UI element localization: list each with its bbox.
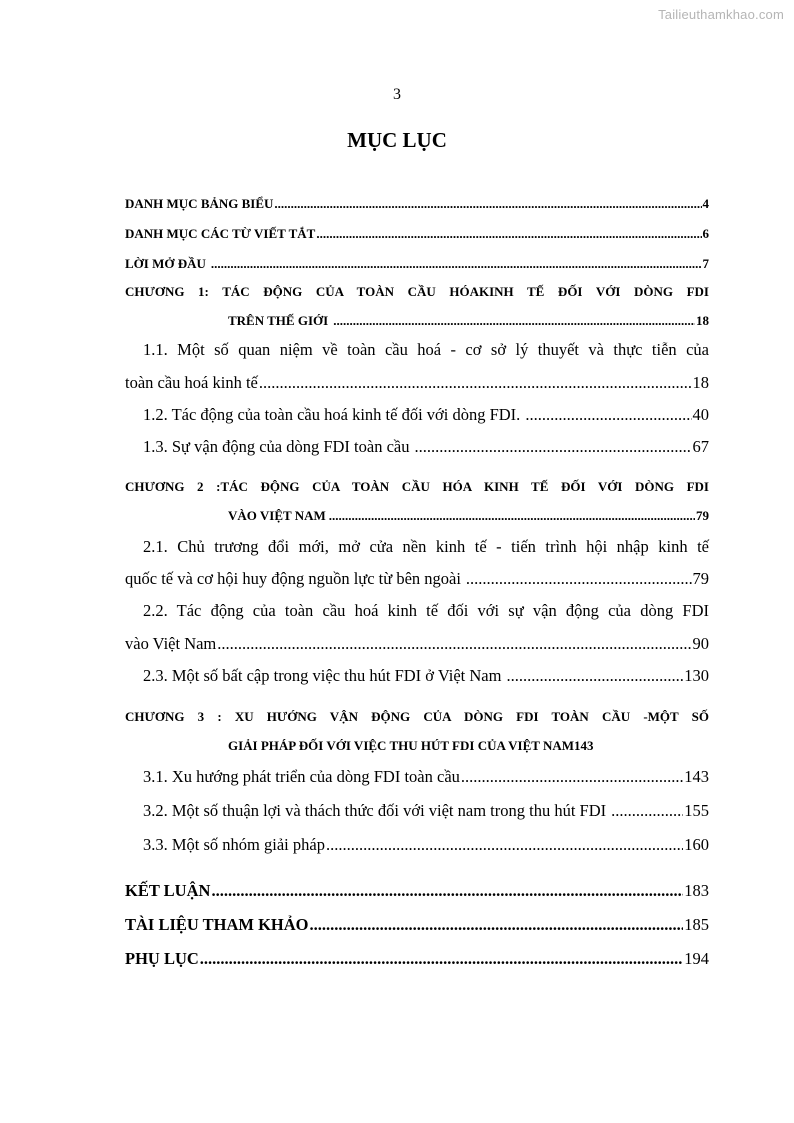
dot-leader (316, 226, 701, 242)
dot-leader (329, 508, 695, 524)
toc-entry-label: vào Việt Nam (125, 634, 217, 653)
toc-chapter-2-heading[interactable]: CHƯƠNG 2 :TÁC ĐỘNG CỦA TOÀN CẦU HÓA KINH TẾ ĐỐI VỚI DÒNG FDI (125, 479, 709, 494)
toc-chapter-3-heading-cont[interactable] (228, 738, 594, 754)
toc-entry-tai-lieu-tham-khao[interactable] (125, 915, 709, 935)
toc-section-1-3[interactable] (143, 437, 709, 457)
dot-leader (274, 196, 701, 212)
toc-section-1-1-cont[interactable] (125, 373, 709, 393)
toc-section-2-1-cont[interactable] (125, 569, 709, 589)
dot-leader (211, 256, 702, 272)
page-title: MỤC LỤC (347, 128, 447, 152)
toc-entry-label: VÀO VIỆT NAM (228, 508, 326, 523)
toc-section-2-2[interactable]: 2.2. Tác động của toàn cầu hoá kinh tế đối với sự vận động của dòng FDI (143, 601, 709, 620)
toc-page-number: 18 (692, 373, 709, 392)
toc-section-2-2-cont[interactable] (125, 634, 709, 654)
toc-entry-label: toàn cầu hoá kinh tế (125, 373, 258, 392)
toc-entry-label: DANH MỤC CÁC TỪ VIẾT TẮT (125, 226, 316, 241)
toc-chapter-2-heading-cont[interactable] (228, 508, 709, 524)
toc-section-1-1[interactable]: 1.1. Một số quan niệm về toàn cầu hoá - cơ sở lý thuyết và thực tiễn của (143, 340, 709, 359)
toc-page-number: 40 (692, 405, 709, 424)
toc-entry-label: TÀI LIỆU THAM KHẢO (125, 915, 309, 934)
toc-chapter-1-heading[interactable]: CHƯƠNG 1: TÁC ĐỘNG CỦA TOÀN CẦU HÓAKINH TẾ ĐỐI VỚI DÒNG FDI (125, 284, 709, 299)
toc-entry-ket-luan[interactable] (125, 881, 709, 901)
dot-leader (466, 569, 692, 589)
toc-page-number: 18 (696, 313, 709, 328)
toc-entry-label: TRÊN THẾ GIỚI (228, 313, 329, 328)
toc-page-number: 185 (684, 915, 709, 934)
toc-section-1-2[interactable] (143, 405, 709, 425)
dot-leader (506, 666, 683, 686)
toc-page-number: 160 (684, 835, 709, 854)
toc-page-number: 130 (684, 666, 709, 685)
toc-page-number: 183 (684, 881, 709, 900)
toc-page-number: 90 (692, 634, 709, 653)
toc-section-2-3[interactable] (143, 666, 709, 686)
toc-page-number: 194 (684, 949, 709, 968)
toc-entry-label: 3.2. Một số thuận lợi và thách thức đối với việt nam trong thu hút FDI (143, 801, 607, 820)
toc-section-3-2[interactable] (143, 801, 709, 821)
toc-entry-label: 1.3. Sự vận động của dòng FDI toàn cầu (143, 437, 410, 456)
toc-entry-label: PHỤ LỤC (125, 949, 199, 968)
toc-page-number: 79 (696, 508, 709, 523)
toc-section-2-1[interactable]: 2.1. Chủ trương đổi mới, mở cửa nền kinh tế - tiến trình hội nhập kinh tế (143, 537, 709, 556)
toc-page-number: 155 (684, 801, 709, 820)
toc-section-3-3[interactable] (143, 835, 709, 855)
toc-entry-label: 3.3. Một số nhóm giải pháp (143, 835, 325, 854)
dot-leader (461, 767, 683, 787)
dot-leader (333, 313, 695, 329)
toc-page-number: 67 (692, 437, 709, 456)
toc-entry-label: 3.1. Xu hướng phát triển của dòng FDI toàn cầu (143, 767, 460, 786)
dot-leader (525, 405, 691, 425)
toc-page-number: 6 (702, 226, 709, 241)
dot-leader (310, 915, 684, 935)
toc-entry-label: KẾT LUẬN (125, 881, 211, 900)
dot-leader (217, 634, 691, 654)
dot-leader (200, 949, 683, 969)
watermark: Tailieuthamkhao.com (658, 7, 784, 22)
dot-leader (326, 835, 683, 855)
toc-entry-danh-muc-bang-bieu[interactable] (125, 196, 709, 212)
toc-entry-label: LỜI MỞ ĐẦU (125, 256, 206, 271)
dot-leader (611, 801, 683, 821)
dot-leader (259, 373, 692, 393)
page-number: 3 (393, 86, 401, 103)
toc-chapter-1-heading-cont[interactable] (228, 313, 709, 329)
toc-page-number: 143 (684, 767, 709, 786)
toc-entry-label: DANH MỤC BẢNG BIỂU (125, 196, 274, 211)
toc-page-number: 79 (692, 569, 709, 588)
toc-chapter-3-heading[interactable]: CHƯƠNG 3 : XU HƯỚNG VẬN ĐỘNG CỦA DÒNG FDI TOÀN CẦU -MỘT SỐ (125, 709, 709, 724)
toc-entry-phu-luc[interactable] (125, 949, 709, 969)
toc-page-number: 7 (702, 256, 709, 271)
dot-leader (211, 881, 683, 901)
toc-entry-danh-muc-tu-viet-tat[interactable] (125, 226, 709, 242)
toc-section-3-1[interactable] (143, 767, 709, 787)
toc-entry-label: quốc tế và cơ hội huy động nguồn lực từ bên ngoài (125, 569, 461, 588)
toc-entry-label: 2.3. Một số bất cập trong việc thu hút FDI ở Việt Nam (143, 666, 502, 685)
toc-entry-loi-mo-dau[interactable] (125, 256, 709, 272)
dot-leader (414, 437, 691, 457)
toc-entry-label: 1.2. Tác động của toàn cầu hoá kinh tế đối với dòng FDI. (143, 405, 521, 424)
toc-page-number: 4 (702, 196, 709, 211)
toc-entry-label: GIẢI PHÁP ĐỐI VỚI VIỆC THU HÚT FDI CỦA VIỆT NAM143 (228, 738, 594, 753)
